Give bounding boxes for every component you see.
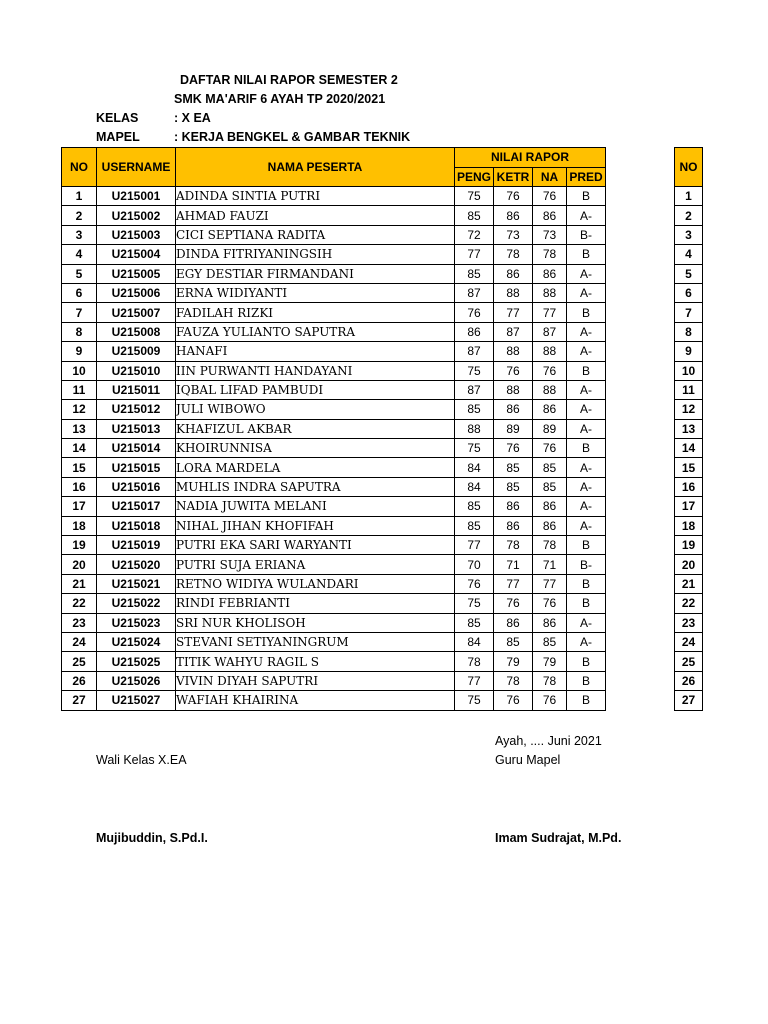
side-row [675,536,703,555]
side-row-no: 10 [675,361,703,380]
row-ketr: 76 [494,361,533,380]
row-na: 76 [533,594,567,613]
row-ketr: 78 [494,536,533,555]
document-title: DAFTAR NILAI RAPOR SEMESTER 2 [180,73,398,87]
row-no: 2 [62,206,97,225]
row-name: TITIK WAHYU RAGIL S [176,652,455,671]
table-row [62,322,606,341]
row-name: SRI NUR KHOLISOH [176,613,455,632]
row-no: 5 [62,264,97,283]
side-row-no: 12 [675,400,703,419]
row-name: VIVIN DIYAH SAPUTRI [176,671,455,690]
row-pred: B [567,303,606,322]
school-title: SMK MA'ARIF 6 AYAH TP 2020/2021 [174,92,386,106]
side-row-no: 8 [675,322,703,341]
table-row [62,380,606,399]
side-row [675,613,703,632]
row-name: JULI WIBOWO [176,400,455,419]
row-username: U215021 [97,574,176,593]
row-name: RETNO WIDIYA WULANDARI [176,574,455,593]
table-row [62,632,606,651]
row-no: 6 [62,283,97,302]
row-no: 17 [62,497,97,516]
col-username-header: USERNAME [97,148,176,187]
row-no: 15 [62,458,97,477]
row-na: 86 [533,516,567,535]
row-na: 85 [533,477,567,496]
side-col-no-header: NO [675,148,703,187]
row-na: 86 [533,400,567,419]
row-pred: A- [567,206,606,225]
row-username: U215002 [97,206,176,225]
table-row [62,477,606,496]
side-row-no: 18 [675,516,703,535]
row-peng: 76 [455,574,494,593]
col-na-header: NA [533,167,567,187]
col-ketr-header: KETR [494,167,533,187]
side-row-no: 7 [675,303,703,322]
row-no: 10 [62,361,97,380]
row-username: U215005 [97,264,176,283]
row-na: 85 [533,458,567,477]
row-pred: A- [567,283,606,302]
row-pred: B- [567,225,606,244]
row-username: U215008 [97,322,176,341]
row-na: 77 [533,574,567,593]
row-peng: 86 [455,322,494,341]
row-peng: 77 [455,536,494,555]
wali-kelas-name: Mujibuddin, S.Pd.I. [96,831,208,845]
row-name: FADILAH RIZKI [176,303,455,322]
row-username: U215014 [97,439,176,458]
mapel-value: : KERJA BENGKEL & GAMBAR TEKNIK [174,130,411,144]
side-row [675,671,703,690]
side-row-no: 5 [675,264,703,283]
row-na: 86 [533,206,567,225]
row-na: 86 [533,497,567,516]
wali-kelas-label: Wali Kelas X.EA [96,753,187,767]
row-name: DINDA FITRIYANINGSIH [176,245,455,264]
row-username: U215013 [97,419,176,438]
col-no-header: NO [62,148,97,187]
table-row [62,439,606,458]
row-ketr: 77 [494,303,533,322]
row-no: 1 [62,187,97,206]
row-username: U215025 [97,652,176,671]
side-row-no: 13 [675,419,703,438]
table-row [62,342,606,361]
guru-mapel-name: Imam Sudrajat, M.Pd. [495,831,622,845]
row-name: NIHAL JIHAN KHOFIFAH [176,516,455,535]
row-pred: A- [567,613,606,632]
side-row-no: 24 [675,632,703,651]
row-peng: 87 [455,283,494,302]
row-ketr: 76 [494,691,533,710]
row-pred: B [567,361,606,380]
row-peng: 88 [455,419,494,438]
side-row [675,245,703,264]
side-row [675,691,703,710]
row-peng: 78 [455,652,494,671]
row-no: 25 [62,652,97,671]
side-row [675,497,703,516]
row-peng: 75 [455,361,494,380]
side-row [675,322,703,341]
side-row-no: 21 [675,574,703,593]
table-row [62,245,606,264]
row-name: PUTRI EKA SARI WARYANTI [176,536,455,555]
row-ketr: 79 [494,652,533,671]
table-row [62,225,606,244]
row-na: 78 [533,245,567,264]
side-row [675,477,703,496]
row-pred: A- [567,264,606,283]
row-peng: 84 [455,477,494,496]
row-na: 71 [533,555,567,574]
side-row-no: 6 [675,283,703,302]
row-ketr: 78 [494,245,533,264]
row-name: FAUZA YULIANTO SAPUTRA [176,322,455,341]
row-peng: 84 [455,632,494,651]
side-row [675,187,703,206]
kelas-value: : X EA [174,111,211,125]
row-na: 77 [533,303,567,322]
row-ketr: 85 [494,632,533,651]
side-row-no: 23 [675,613,703,632]
col-group-header: NILAI RAPOR [455,148,606,168]
table-row [62,671,606,690]
side-row-no: 9 [675,342,703,361]
row-no: 8 [62,322,97,341]
row-ketr: 86 [494,206,533,225]
row-peng: 85 [455,497,494,516]
mapel-label: MAPEL [96,130,140,144]
row-name: NADIA JUWITA MELANI [176,497,455,516]
row-ketr: 73 [494,225,533,244]
side-row-no: 27 [675,691,703,710]
row-peng: 75 [455,691,494,710]
row-username: U215024 [97,632,176,651]
row-username: U215003 [97,225,176,244]
row-pred: A- [567,497,606,516]
row-username: U215019 [97,536,176,555]
side-row-no: 11 [675,380,703,399]
row-na: 86 [533,613,567,632]
table-row [62,613,606,632]
side-row-no: 2 [675,206,703,225]
row-pred: A- [567,322,606,341]
row-name: ERNA WIDIYANTI [176,283,455,302]
row-pred: B [567,574,606,593]
row-username: U215012 [97,400,176,419]
side-row [675,400,703,419]
table-row [62,594,606,613]
row-no: 14 [62,439,97,458]
table-row [62,361,606,380]
row-ketr: 71 [494,555,533,574]
row-no: 9 [62,342,97,361]
col-peng-header: PENG [455,167,494,187]
row-ketr: 85 [494,458,533,477]
row-username: U215004 [97,245,176,264]
row-name: AHMAD FAUZI [176,206,455,225]
row-peng: 75 [455,439,494,458]
guru-mapel-label: Guru Mapel [495,753,561,767]
table-row [62,652,606,671]
side-row [675,225,703,244]
side-row [675,361,703,380]
row-username: U215023 [97,613,176,632]
row-pred: A- [567,380,606,399]
row-ketr: 86 [494,613,533,632]
row-name: RINDI FEBRIANTI [176,594,455,613]
row-pred: B [567,439,606,458]
table-row [62,187,606,206]
side-row-no: 22 [675,594,703,613]
table-row [62,400,606,419]
row-name: CICI SEPTIANA RADITA [176,225,455,244]
row-pred: B [567,691,606,710]
row-peng: 75 [455,594,494,613]
row-username: U215006 [97,283,176,302]
row-username: U215017 [97,497,176,516]
row-no: 4 [62,245,97,264]
row-username: U215016 [97,477,176,496]
row-name: WAFIAH KHAIRINA [176,691,455,710]
side-row [675,380,703,399]
row-pred: A- [567,342,606,361]
row-username: U215009 [97,342,176,361]
row-name: LORA MARDELA [176,458,455,477]
row-na: 76 [533,361,567,380]
row-name: HANAFI [176,342,455,361]
side-row-no: 15 [675,458,703,477]
row-no: 11 [62,380,97,399]
table-row [62,691,606,710]
row-username: U215001 [97,187,176,206]
row-username: U215010 [97,361,176,380]
row-pred: A- [567,516,606,535]
row-peng: 87 [455,380,494,399]
row-no: 12 [62,400,97,419]
row-ketr: 88 [494,342,533,361]
side-row-no: 1 [675,187,703,206]
row-name: KHOIRUNNISA [176,439,455,458]
side-row [675,458,703,477]
row-no: 3 [62,225,97,244]
table-row [62,516,606,535]
side-row-no: 26 [675,671,703,690]
row-na: 86 [533,264,567,283]
side-row [675,439,703,458]
row-username: U215018 [97,516,176,535]
row-name: MUHLIS INDRA SAPUTRA [176,477,455,496]
row-username: U215026 [97,671,176,690]
side-row [675,419,703,438]
row-no: 21 [62,574,97,593]
row-peng: 85 [455,613,494,632]
row-ketr: 85 [494,477,533,496]
side-row [675,206,703,225]
side-row-no: 17 [675,497,703,516]
table-row [62,458,606,477]
row-ketr: 87 [494,322,533,341]
row-na: 78 [533,671,567,690]
side-row [675,342,703,361]
table-row [62,497,606,516]
row-name: EGY DESTIAR FIRMANDANI [176,264,455,283]
table-row [62,419,606,438]
table-row [62,574,606,593]
col-pred-header: PRED [567,167,606,187]
row-ketr: 76 [494,594,533,613]
row-ketr: 88 [494,380,533,399]
col-nama-header: NAMA PESERTA [176,148,455,187]
row-peng: 85 [455,264,494,283]
row-na: 88 [533,283,567,302]
side-row-no: 25 [675,652,703,671]
side-row-no: 16 [675,477,703,496]
row-username: U215015 [97,458,176,477]
row-peng: 75 [455,187,494,206]
row-pred: A- [567,632,606,651]
table-row [62,264,606,283]
row-no: 18 [62,516,97,535]
row-pred: B [567,245,606,264]
row-peng: 87 [455,342,494,361]
row-no: 20 [62,555,97,574]
row-username: U215020 [97,555,176,574]
side-row [675,652,703,671]
row-username: U215007 [97,303,176,322]
row-na: 89 [533,419,567,438]
row-no: 22 [62,594,97,613]
side-row-no: 14 [675,439,703,458]
row-peng: 70 [455,555,494,574]
row-name: ADINDA SINTIA PUTRI [176,187,455,206]
side-row-no: 3 [675,225,703,244]
side-row [675,283,703,302]
row-ketr: 76 [494,187,533,206]
side-row-no: 19 [675,536,703,555]
row-name: KHAFIZUL AKBAR [176,419,455,438]
row-ketr: 86 [494,497,533,516]
row-na: 85 [533,632,567,651]
row-name: IQBAL LIFAD PAMBUDI [176,380,455,399]
row-pred: B [567,594,606,613]
side-row [675,516,703,535]
row-na: 87 [533,322,567,341]
side-row [675,264,703,283]
row-username: U215027 [97,691,176,710]
row-ketr: 86 [494,516,533,535]
side-row-no: 4 [675,245,703,264]
row-name: PUTRI SUJA ERIANA [176,555,455,574]
row-no: 13 [62,419,97,438]
row-ketr: 78 [494,671,533,690]
row-peng: 85 [455,206,494,225]
row-name: STEVANI SETIYANINGRUM [176,632,455,651]
row-na: 76 [533,187,567,206]
side-row [675,555,703,574]
row-pred: B [567,671,606,690]
side-row [675,594,703,613]
row-peng: 76 [455,303,494,322]
row-pred: A- [567,477,606,496]
row-na: 76 [533,691,567,710]
row-peng: 84 [455,458,494,477]
row-no: 27 [62,691,97,710]
row-username: U215011 [97,380,176,399]
row-na: 78 [533,536,567,555]
row-pred: A- [567,419,606,438]
row-na: 88 [533,342,567,361]
row-ketr: 88 [494,283,533,302]
row-pred: B [567,187,606,206]
row-na: 76 [533,439,567,458]
kelas-label: KELAS [96,111,139,125]
row-na: 79 [533,652,567,671]
table-row [62,536,606,555]
row-peng: 77 [455,671,494,690]
row-ketr: 76 [494,439,533,458]
row-pred: B- [567,555,606,574]
row-name: IIN PURWANTI HANDAYANI [176,361,455,380]
place-date: Ayah, .... Juni 2021 [495,734,602,748]
row-pred: B [567,652,606,671]
row-ketr: 77 [494,574,533,593]
row-no: 26 [62,671,97,690]
row-pred: A- [567,400,606,419]
row-na: 88 [533,380,567,399]
side-row [675,574,703,593]
row-no: 16 [62,477,97,496]
row-ketr: 86 [494,400,533,419]
row-no: 19 [62,536,97,555]
row-peng: 77 [455,245,494,264]
row-ketr: 89 [494,419,533,438]
table-row [62,303,606,322]
side-number-table [674,147,703,711]
row-peng: 72 [455,225,494,244]
grades-table [61,147,606,711]
row-na: 73 [533,225,567,244]
row-ketr: 86 [494,264,533,283]
table-row [62,283,606,302]
side-row-no: 20 [675,555,703,574]
row-username: U215022 [97,594,176,613]
table-row [62,206,606,225]
row-peng: 85 [455,400,494,419]
table-row [62,555,606,574]
row-no: 7 [62,303,97,322]
side-row [675,303,703,322]
row-pred: A- [567,458,606,477]
side-row [675,632,703,651]
row-no: 24 [62,632,97,651]
row-no: 23 [62,613,97,632]
row-peng: 85 [455,516,494,535]
row-pred: B [567,536,606,555]
